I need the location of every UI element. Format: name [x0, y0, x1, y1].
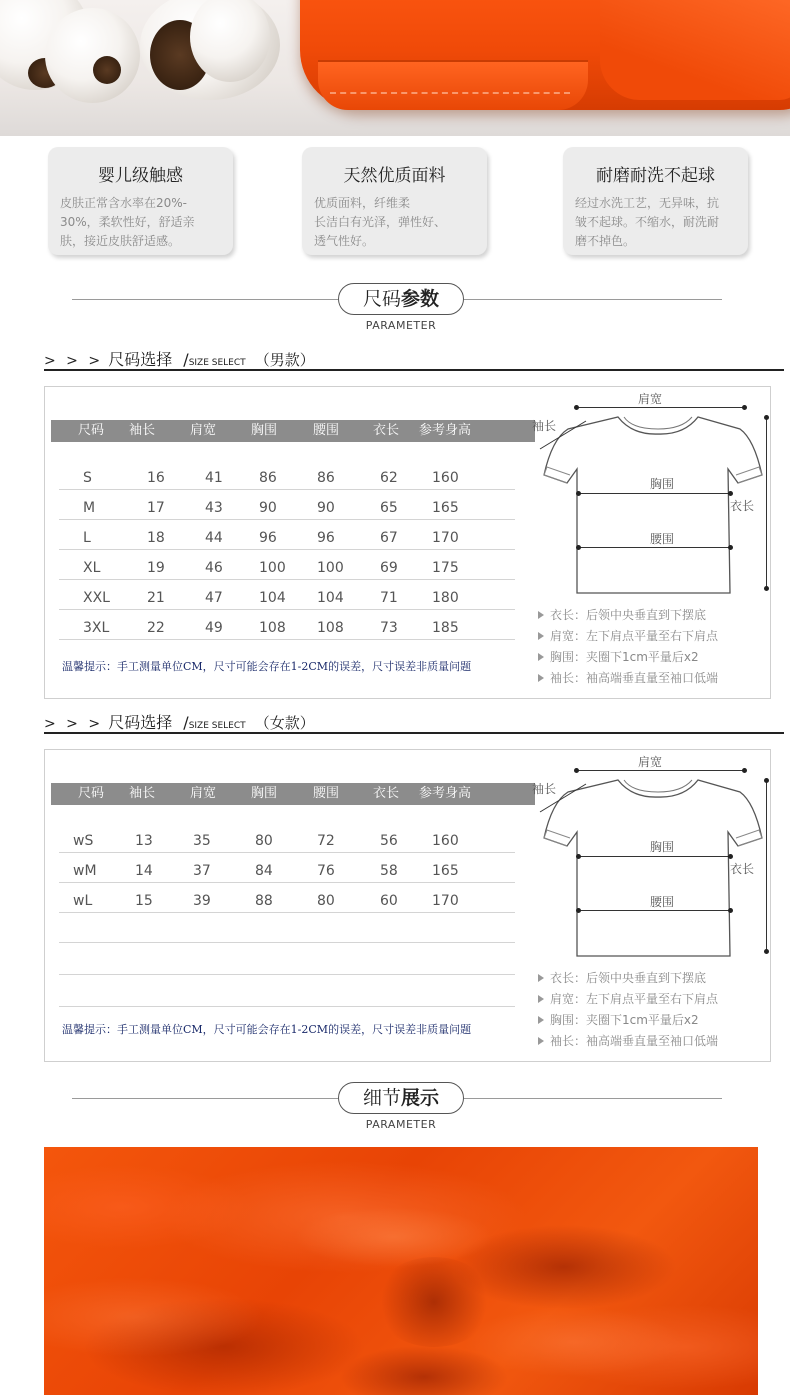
- cell-sleeve: 22: [147, 620, 165, 636]
- table-row: [59, 883, 515, 913]
- stitch-line: [330, 92, 570, 94]
- triangle-icon: [538, 1016, 544, 1024]
- col-shoulder: 肩宽: [190, 786, 217, 801]
- sleeve-measure-line: [532, 750, 772, 965]
- arrows-icon: > > >: [44, 716, 104, 732]
- note-item: [538, 1031, 768, 1052]
- cell-length: 62: [380, 470, 398, 486]
- table-row: [59, 520, 515, 550]
- label-sleeve: 袖长: [532, 782, 557, 796]
- note-text: 衣长：后领中央垂直到下摆底: [550, 608, 707, 622]
- cell-chest: 80: [255, 833, 273, 849]
- cell-length: 58: [380, 863, 398, 879]
- cell-height: 175: [432, 560, 459, 576]
- table-row: [59, 460, 515, 490]
- triangle-icon: [538, 1037, 544, 1045]
- measure-notes: [538, 968, 768, 1052]
- size-select-eng: SIZE SELECT: [188, 358, 246, 368]
- triangle-icon: [538, 974, 544, 982]
- gender-label: （女款）: [254, 714, 315, 732]
- sleeve-measure-line: [532, 387, 772, 602]
- measure-dot: [764, 949, 769, 954]
- cell-shoulder: 49: [205, 620, 223, 636]
- measure-dot: [728, 545, 733, 550]
- section-title: [338, 283, 464, 315]
- table-row-empty: [59, 913, 515, 943]
- feature-title: 天然优质面料: [343, 166, 446, 186]
- col-shoulder: 肩宽: [190, 423, 217, 438]
- size-panel-women: [44, 749, 771, 1062]
- note-item: [538, 647, 768, 668]
- feature-line: 皮肤正常含水率在20%-: [60, 196, 188, 210]
- feature-title: 耐磨耐洗不起球: [596, 166, 715, 186]
- note-item: [538, 1010, 768, 1031]
- cell-waist: 86: [317, 470, 335, 486]
- cell-sleeve: 19: [147, 560, 165, 576]
- cell-height: 170: [432, 530, 459, 546]
- cell-shoulder: 37: [193, 863, 211, 879]
- table-row-empty: [59, 977, 515, 1007]
- cell-size: XL: [83, 560, 101, 576]
- cell-height: 185: [432, 620, 459, 636]
- cell-waist: 104: [317, 590, 344, 606]
- measure-length-line: [766, 417, 767, 589]
- cell-shoulder: 44: [205, 530, 223, 546]
- tip-text: 温馨提示：手工测量单位CM，尺寸可能会存在1-2CM的误差，尺寸误差非质量问题: [62, 1023, 472, 1036]
- cell-height: 165: [432, 863, 459, 879]
- cell-chest: 84: [255, 863, 273, 879]
- note-text: 衣长：后领中央垂直到下摆底: [550, 971, 707, 985]
- size-panel-men: [44, 386, 771, 699]
- title-bold: 展示: [401, 1087, 440, 1109]
- section-subtitle: PARAMETER: [365, 1118, 437, 1131]
- note-text: 肩宽：左下肩点平量至右下肩点: [550, 992, 719, 1006]
- feature-line: 磨不掉色。: [575, 234, 636, 248]
- divider-line: [72, 1098, 338, 1099]
- measure-chest-line: [578, 493, 730, 494]
- cell-height: 180: [432, 590, 459, 606]
- cell-sleeve: 21: [147, 590, 165, 606]
- cell-shoulder: 47: [205, 590, 223, 606]
- cell-shoulder: 35: [193, 833, 211, 849]
- cell-length: 67: [380, 530, 398, 546]
- measure-dot: [764, 778, 769, 783]
- feature-card-durable: [563, 147, 748, 255]
- fabric-fold: [44, 1277, 264, 1357]
- size-select-heading-women: [44, 708, 784, 734]
- size-select-title: 尺码选择: [108, 713, 173, 732]
- cell-waist: 80: [317, 893, 335, 909]
- section-subtitle: PARAMETER: [365, 319, 437, 332]
- cell-size: L: [83, 530, 91, 546]
- cell-sleeve: 13: [135, 833, 153, 849]
- measure-notes: [538, 605, 768, 689]
- note-item: [538, 989, 768, 1010]
- cell-sleeve: 16: [147, 470, 165, 486]
- note-text: 袖长：袖高端垂直量至袖口低端: [550, 671, 719, 685]
- cell-size: XXL: [83, 590, 110, 606]
- slash: /: [183, 713, 189, 732]
- size-select-title: 尺码选择: [108, 350, 173, 369]
- triangle-icon: [538, 632, 544, 640]
- table-row: [59, 853, 515, 883]
- divider-line: [464, 299, 722, 300]
- measure-dot: [728, 908, 733, 913]
- cell-shoulder: 46: [205, 560, 223, 576]
- cell-length: 60: [380, 893, 398, 909]
- title-light: 尺码: [362, 288, 401, 310]
- fabric-fold: [294, 1207, 494, 1267]
- table-row: [59, 823, 515, 853]
- size-parameter-heading: [0, 283, 790, 333]
- col-chest: 胸围: [251, 423, 278, 438]
- label-length: 衣长: [730, 862, 755, 876]
- col-waist: 腰围: [313, 423, 340, 438]
- label-shoulder: 肩宽: [638, 392, 663, 406]
- feature-title: 婴儿级触感: [98, 166, 183, 186]
- cell-sleeve: 17: [147, 500, 165, 516]
- col-size: 尺码: [78, 423, 105, 438]
- feature-line: 透气性好。: [314, 234, 375, 248]
- size-select-eng: SIZE SELECT: [188, 721, 246, 731]
- col-sleeve: 袖长: [129, 423, 156, 438]
- cell-chest: 86: [259, 470, 277, 486]
- note-text: 胸围：夹圈下1cm平量后x2: [550, 650, 699, 664]
- cell-size: M: [83, 500, 96, 516]
- cell-shoulder: 41: [205, 470, 223, 486]
- table-row: [59, 610, 515, 640]
- measure-dot: [576, 854, 581, 859]
- measure-length-line: [766, 780, 767, 952]
- cotton-pod: [93, 56, 121, 84]
- table-row: [59, 550, 515, 580]
- hero-banner: [0, 0, 790, 136]
- cell-waist: 90: [317, 500, 335, 516]
- cell-size: 3XL: [83, 620, 110, 636]
- tip-text: 温馨提示：手工测量单位CM，尺寸可能会存在1-2CM的误差，尺寸误差非质量问题: [62, 660, 472, 673]
- title-bold: 参数: [401, 288, 440, 310]
- orange-shirt-sleeve: [600, 0, 790, 100]
- label-waist: 腰围: [650, 895, 675, 909]
- feature-card-touch: [48, 147, 233, 255]
- feature-desc: [314, 194, 475, 251]
- cotton-ball: [45, 8, 140, 103]
- measure-waist-line: [578, 910, 730, 911]
- note-item: [538, 626, 768, 647]
- cell-height: 160: [432, 470, 459, 486]
- col-height: 参考身高: [419, 786, 472, 801]
- cell-chest: 88: [255, 893, 273, 909]
- orange-shirt-hem: [318, 60, 588, 110]
- cell-length: 65: [380, 500, 398, 516]
- label-chest: 胸围: [650, 477, 675, 491]
- title-light: 细节: [362, 1087, 401, 1109]
- note-item: [538, 668, 768, 689]
- cell-sleeve: 14: [135, 863, 153, 879]
- cell-chest: 108: [259, 620, 286, 636]
- measure-waist-line: [578, 547, 730, 548]
- label-waist: 腰围: [650, 532, 675, 546]
- size-select-heading-men: [44, 345, 784, 371]
- cell-size: S: [83, 470, 92, 486]
- cell-waist: 100: [317, 560, 344, 576]
- note-text: 袖长：袖高端垂直量至袖口低端: [550, 1034, 719, 1048]
- triangle-icon: [538, 611, 544, 619]
- label-sleeve: 袖长: [532, 419, 557, 433]
- cell-waist: 108: [317, 620, 344, 636]
- cell-waist: 96: [317, 530, 335, 546]
- col-chest: 胸围: [251, 786, 278, 801]
- col-height: 参考身高: [419, 423, 472, 438]
- triangle-icon: [538, 653, 544, 661]
- col-waist: 腰围: [313, 786, 340, 801]
- feature-line: 经过水洗工艺，无异味，抗: [575, 196, 720, 210]
- measure-dot: [728, 491, 733, 496]
- cell-chest: 96: [259, 530, 277, 546]
- measure-dot: [576, 908, 581, 913]
- label-length: 衣长: [730, 499, 755, 513]
- cell-sleeve: 18: [147, 530, 165, 546]
- label-shoulder: 肩宽: [638, 755, 663, 769]
- col-length: 衣长: [373, 423, 400, 438]
- fabric-fold: [464, 1307, 684, 1377]
- cell-length: 56: [380, 833, 398, 849]
- cell-length: 69: [380, 560, 398, 576]
- col-length: 衣长: [373, 786, 400, 801]
- table-row-empty: [59, 945, 515, 975]
- measure-dot: [764, 415, 769, 420]
- triangle-icon: [538, 995, 544, 1003]
- note-item: [538, 968, 768, 989]
- feature-desc: [60, 194, 221, 251]
- measure-dot: [576, 545, 581, 550]
- feature-line: 肤，接近皮肤舒适感。: [60, 234, 181, 248]
- section-title: [338, 1082, 464, 1114]
- table-row: [59, 580, 515, 610]
- col-sleeve: 袖长: [129, 786, 156, 801]
- measure-dot: [728, 854, 733, 859]
- note-text: 肩宽：左下肩点平量至右下肩点: [550, 629, 719, 643]
- cell-length: 71: [380, 590, 398, 606]
- cell-shoulder: 39: [193, 893, 211, 909]
- cell-size: wS: [73, 833, 94, 849]
- cell-chest: 90: [259, 500, 277, 516]
- feature-card-fabric: [302, 147, 487, 255]
- feature-line: 长洁白有光泽，弹性好、: [314, 215, 447, 229]
- cell-size: wL: [73, 893, 93, 909]
- cell-length: 73: [380, 620, 398, 636]
- feature-line: 优质面料，纤维柔: [314, 196, 411, 210]
- measure-dot: [576, 491, 581, 496]
- cell-waist: 76: [317, 863, 335, 879]
- divider-line: [72, 299, 338, 300]
- measure-dot: [764, 586, 769, 591]
- cell-height: 170: [432, 893, 459, 909]
- triangle-icon: [538, 674, 544, 682]
- label-chest: 胸围: [650, 840, 675, 854]
- fabric-detail-image: [44, 1147, 758, 1395]
- arrows-icon: > > >: [44, 353, 104, 369]
- measure-chest-line: [578, 856, 730, 857]
- table-row: [59, 490, 515, 520]
- table-header: [51, 783, 535, 805]
- detail-heading: [0, 1082, 790, 1132]
- cell-sleeve: 15: [135, 893, 153, 909]
- col-size: 尺码: [78, 786, 105, 801]
- cell-height: 160: [432, 833, 459, 849]
- feature-line: 30%，柔软性好，舒适亲: [60, 215, 195, 229]
- feature-line: 皱不起球。不缩水，耐洗耐: [575, 215, 720, 229]
- divider-line: [464, 1098, 722, 1099]
- cell-shoulder: 43: [205, 500, 223, 516]
- cell-chest: 104: [259, 590, 286, 606]
- cell-waist: 72: [317, 833, 335, 849]
- gender-label: （男款）: [254, 351, 315, 369]
- note-item: [538, 605, 768, 626]
- cell-height: 165: [432, 500, 459, 516]
- cell-chest: 100: [259, 560, 286, 576]
- note-text: 胸围：夹圈下1cm平量后x2: [550, 1013, 699, 1027]
- slash: /: [183, 350, 189, 369]
- feature-desc: [575, 194, 736, 251]
- cell-size: wM: [73, 863, 97, 879]
- table-header: [51, 420, 535, 442]
